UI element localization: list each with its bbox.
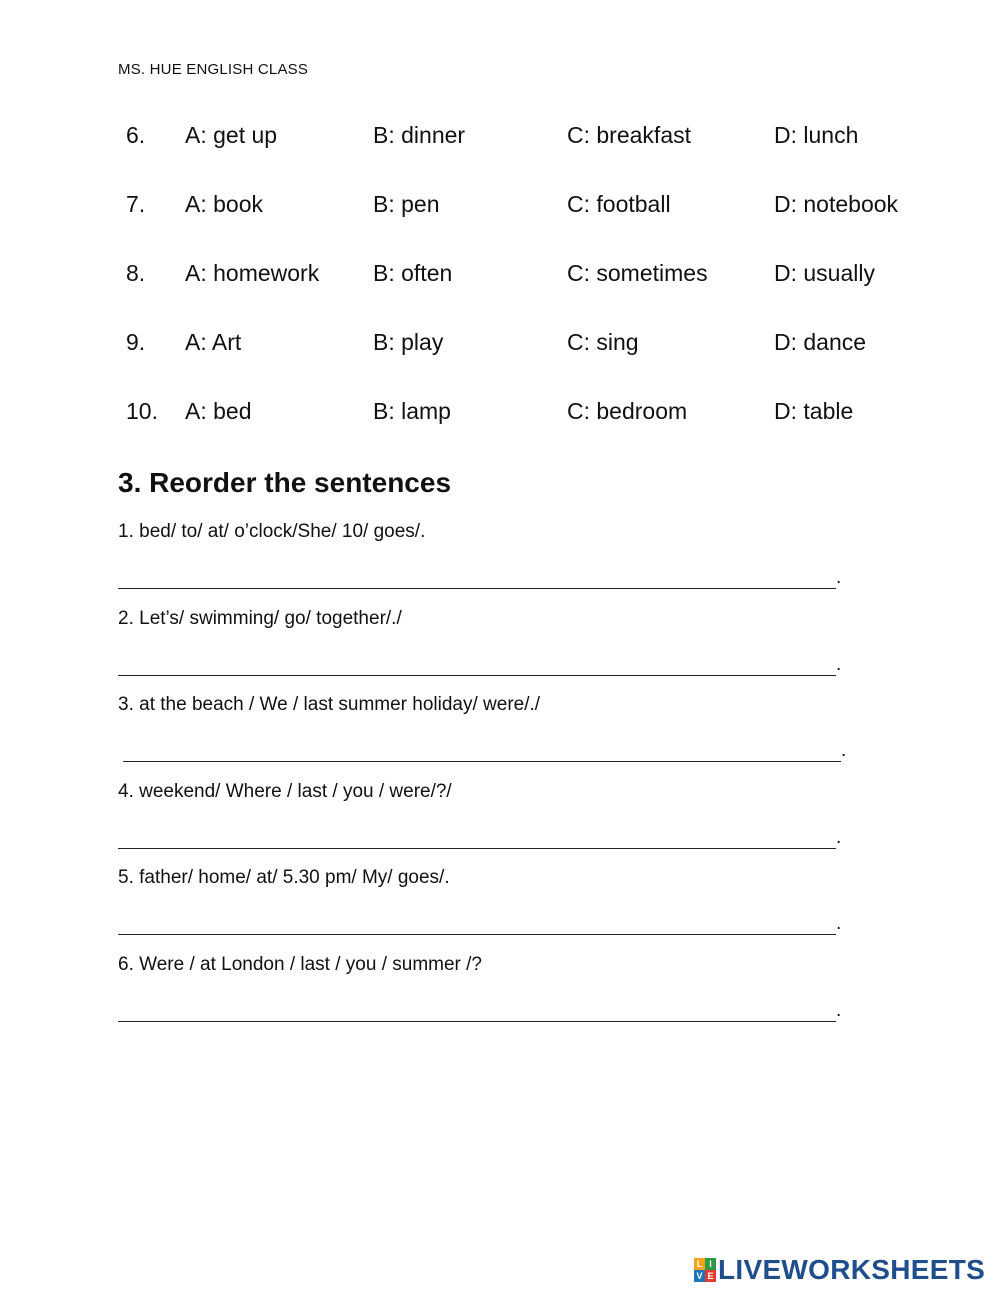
answer-input-1[interactable] <box>118 568 836 589</box>
liveworksheets-logo[interactable] <box>694 1255 985 1285</box>
question-number: 8. <box>126 260 146 286</box>
question-number: 10. <box>126 398 158 424</box>
question-row-9 <box>126 325 946 394</box>
liveworksheets-logo-icon <box>694 1258 716 1282</box>
option-a: A: book <box>185 191 263 217</box>
reorder-prompt: 3. at the beach / We / last summer holiday/ were/./ <box>118 694 541 715</box>
reorder-item-1 <box>118 518 878 605</box>
option-d: D: table <box>774 398 854 424</box>
reorder-prompt: 2. Let’s/ swimming/ go/ together/./ <box>118 607 402 629</box>
option-a: A: Art <box>185 329 242 355</box>
option-c: C: breakfast <box>567 122 691 148</box>
reorder-item-4 <box>118 778 878 865</box>
question-number: 9. <box>126 329 146 355</box>
option-b: B: play <box>373 329 444 355</box>
section-title: 3. Reorder the sentences <box>118 467 452 498</box>
question-number: 6. <box>126 122 146 148</box>
option-d: D: notebook <box>774 191 899 217</box>
question-row-8 <box>126 256 946 325</box>
line-end-mark: . <box>836 913 842 934</box>
logo-tile-e: E <box>705 1270 716 1282</box>
reorder-item-5 <box>118 864 878 951</box>
question-row-10 <box>126 394 946 463</box>
reorder-item-3 <box>118 691 878 778</box>
line-end-mark: . <box>836 567 842 588</box>
question-row-7 <box>126 187 946 256</box>
option-c: C: sometimes <box>567 260 708 286</box>
logo-tile-i: I <box>705 1258 716 1270</box>
answer-input-3[interactable] <box>123 741 841 762</box>
reorder-item-2 <box>118 605 878 692</box>
logo-text: LIVEWORKSHEETS <box>718 1254 986 1285</box>
logo-tile-l: L <box>694 1258 705 1270</box>
option-d: D: dance <box>774 329 867 355</box>
option-b: B: dinner <box>373 122 466 148</box>
option-c: C: football <box>567 191 671 217</box>
reorder-prompt: 6. Were / at London / last / you / summer /? <box>118 953 482 975</box>
question-row-6 <box>126 118 946 187</box>
option-a: A: get up <box>185 122 278 148</box>
logo-tile-v: V <box>694 1270 705 1282</box>
question-number: 7. <box>126 191 146 217</box>
option-c: C: sing <box>567 329 639 355</box>
reorder-prompt: 4. weekend/ Where / last / you / were/?/ <box>118 780 452 802</box>
line-end-mark: . <box>836 826 842 848</box>
answer-input-5[interactable] <box>118 914 836 935</box>
option-d: D: lunch <box>774 122 859 148</box>
option-a: A: bed <box>185 398 252 424</box>
option-d: D: usually <box>774 260 875 286</box>
answer-input-4[interactable] <box>118 828 836 849</box>
answer-input-2[interactable] <box>118 655 836 676</box>
option-c: C: bedroom <box>567 398 688 424</box>
reorder-prompt: 5. father/ home/ at/ 5.30 pm/ My/ goes/. <box>118 867 450 888</box>
option-b: B: pen <box>373 191 440 217</box>
class-header: MS. HUE ENGLISH CLASS <box>118 61 309 78</box>
reorder-prompt: 1. bed/ to/ at/ o’clock/She/ 10/ goes/. <box>118 521 426 542</box>
line-end-mark: . <box>836 999 842 1021</box>
reorder-item-6 <box>118 951 878 1038</box>
multiple-choice-list <box>126 118 946 463</box>
answer-input-6[interactable] <box>118 1001 836 1022</box>
reorder-list <box>118 518 878 1037</box>
line-end-mark: . <box>841 740 847 761</box>
option-b: B: lamp <box>373 398 451 424</box>
option-a: A: homework <box>185 260 320 286</box>
option-b: B: often <box>373 260 453 286</box>
line-end-mark: . <box>836 653 842 675</box>
